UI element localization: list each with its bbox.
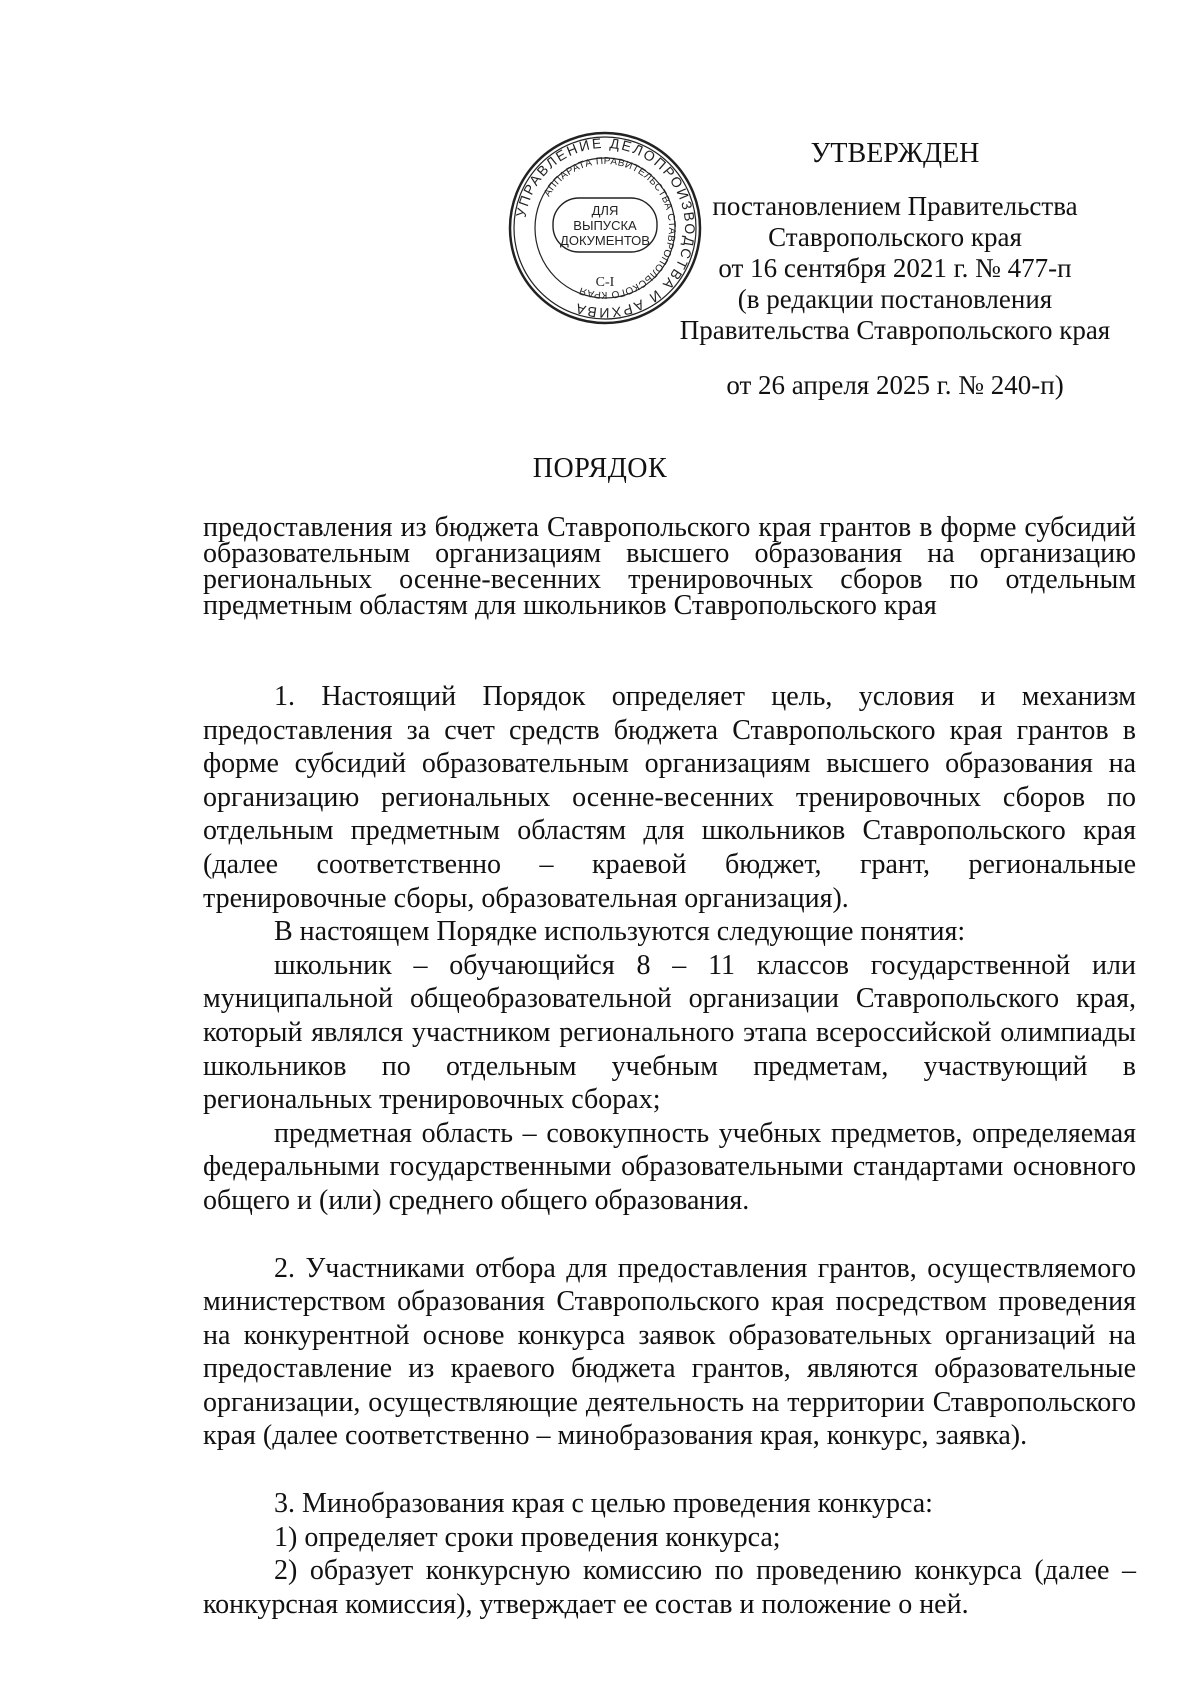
paragraph: 1. Настоящий Порядок определяет цель, условия и механизм предоставления за счет средств бюджета Ставропольского края грантов в форме субсидий образовательным организациям высшего образования на организацию региональных осенне-весенних тренировочных сборов по отдельным предметным областям для школьников Ставропольского края (далее соответственно – краевой бюджет, грант, региональные тренировочные сборы, образовательная организация). (203, 681, 1136, 914)
approval-line: Ставропольского края (768, 222, 1022, 252)
approval-line: от 16 сентября 2021 г. № 477-п (718, 253, 1072, 283)
paragraph: 2. Участниками отбора для предоставления грантов, осуществляемого министерством образования Ставропольского края посредством проведения на конкурентной основе конкурса заявок образовательных организаций на предоставление из краевого бюджета грантов, являются образовательные организации, осуществляющие деятельность на территории Ставропольского края (далее соответственно – минобразования края, конкурс, заявка). (203, 1252, 1136, 1452)
paragraph: школьник – обучающийся 8 – 11 классов государственной или муниципальной общеобразовательной организации Ставропольского края, который являлся участником регионального этапа всероссийской олимпиады школьников по отдельным учебным предметам, участвующий в региональных тренировочных сборах; (203, 949, 1136, 1116)
document-body (203, 680, 1136, 1621)
approval-line: Правительства Ставропольского края (679, 315, 1111, 345)
svg-text:С-I: С-I (595, 275, 615, 290)
svg-text:АППАРАТА ПРАВИТЕЛЬСТВА СТАВРОП: АППАРАТА ПРАВИТЕЛЬСТВА СТАВРОПОЛЬСКОГО КРАЯ (542, 155, 678, 301)
svg-text:ДОКУМЕНТОВ: ДОКУМЕНТОВ (560, 233, 650, 248)
approval-line: от 26 апреля 2025 г. № 240-п) (726, 370, 1064, 400)
paragraph: 3. Минобразования края с целью проведения конкурса: (274, 1488, 933, 1520)
paragraph: В настоящем Порядке используются следующие понятия: (274, 916, 966, 948)
svg-text:ДЛЯ: ДЛЯ (591, 203, 619, 218)
approval-line: (в редакции постановления (737, 284, 1053, 314)
paragraph: 2) образует конкурсную комиссию по проведению конкурса (далее – конкурсная комиссия), утверждает ее состав и положение о ней. (203, 1555, 1136, 1620)
svg-text:ВЫПУСКА: ВЫПУСКА (573, 218, 637, 233)
approval-block (660, 138, 1130, 401)
approval-heading: УТВЕРЖДЕН (810, 138, 980, 169)
paragraph: 1) определяет сроки проведения конкурса; (274, 1521, 781, 1553)
document-subtitle: предоставления из бюджета Ставропольского края грантов в форме субсидий образовательным организациям высшего образования на организацию региональных осенне-весенних тренировочных сборов по отдельным предметным областям для школьников Ставропольского края (203, 512, 1136, 621)
document-title: ПОРЯДОК (532, 453, 668, 484)
svg-text:УПРАВЛЕНИЕ ДЕЛОПРОИЗВОДСТВА И: УПРАВЛЕНИЕ ДЕЛОПРОИЗВОДСТВА И АРХИВА (512, 134, 699, 322)
paragraph: предметная область – совокупность учебных предметов, определяемая федеральными государственными образовательными стандартами основного общего и (или) среднего общего образования. (203, 1117, 1136, 1216)
approval-line: постановлением Правительства (712, 191, 1078, 221)
